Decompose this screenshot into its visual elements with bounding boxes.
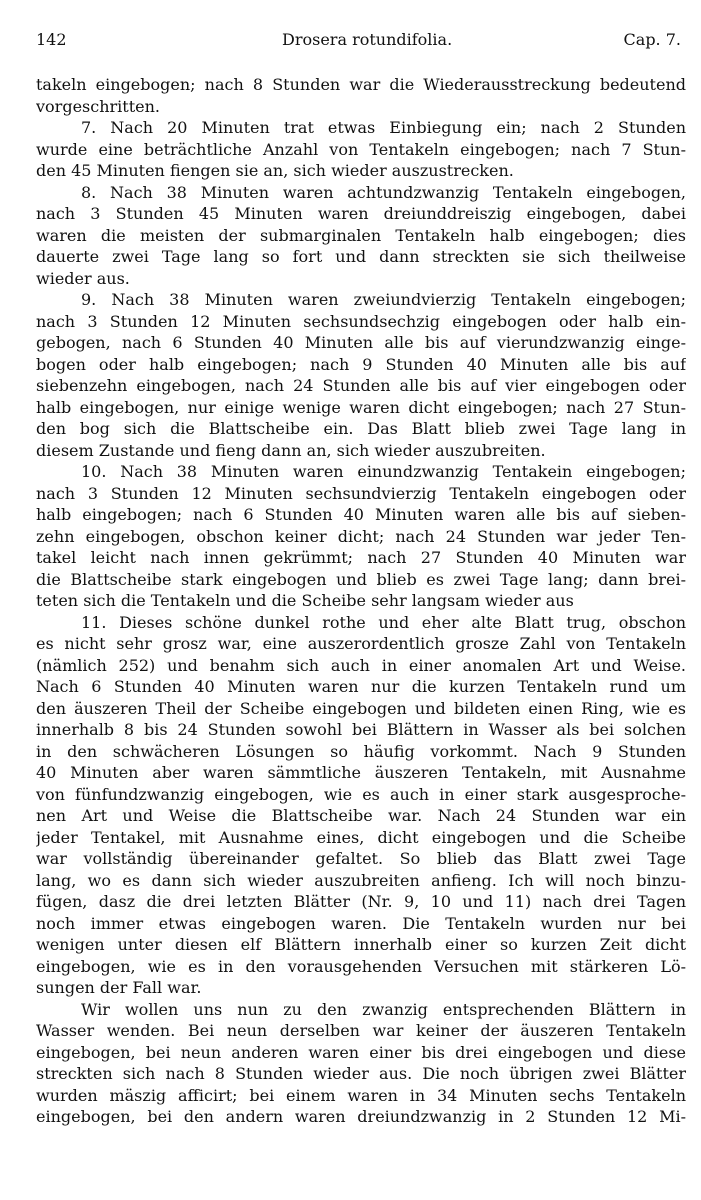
text-line: halb eingebogen; nach 6 Stunden 40 Minuten waren alle bis auf sieben-: [36, 505, 686, 524]
text-line: den äuszeren Theil der Scheibe eingebogen und bildeten einen Ring, wie es: [36, 698, 686, 718]
text-line: Nach 6 Stunden 40 Minuten waren nur die kurzen Tentakeln rund um: [36, 677, 686, 696]
text-line: siebenzehn eingebogen, nach 24 Stunden alle bis auf vier eingebogen oder: [36, 376, 686, 395]
text-line: in den schwächeren Lösungen so häufig vorkommt. Nach 9 Stunden: [36, 741, 686, 761]
text-line: eingebogen, bei neun anderen waren einer bis drei eingebogen und diese: [36, 1042, 686, 1062]
text-line: war vollständig übereinander gefaltet. So blieb das Blatt zwei Tage: [36, 849, 686, 868]
text-line: eingebogen, bei den andern waren dreiundzwanzig in 2 Stunden 12 Mi-: [36, 1107, 686, 1126]
text-line: 7. Nach 20 Minuten trat etwas Einbiegung ein; nach 2 Stunden: [81, 118, 686, 137]
text-line: nen Art und Weise die Blattscheibe war. Nach 24 Stunden war ein: [36, 806, 686, 825]
text-line: die Blattscheibe stark eingebogen und blieb es zwei Tage lang; dann brei-: [36, 569, 686, 589]
running-title: Drosera rotundifolia.: [282, 30, 453, 49]
chapter-label: Cap. 7.: [623, 30, 681, 49]
text-line: lang, wo es dann sich wieder auszubreiten anfieng. Ich will noch binzu-: [36, 870, 686, 890]
text-line: innerhalb 8 bis 24 Stunden sowohl bei Blättern in Wasser als bei solchen: [36, 720, 686, 739]
text-line: von fünfundzwanzig eingebogen, wie es auch in einer stark ausgesproche-: [36, 784, 686, 804]
text-line: Wasser wenden. Bei neun derselben war keiner der äuszeren Tentakeln: [36, 1021, 686, 1040]
body-text: [36, 74, 686, 1128]
text-line: nach 3 Stunden 12 Minuten sechsundvierzig Tentakeln eingebogen oder: [36, 483, 686, 503]
text-line: waren die meisten der submarginalen Tentakeln halb eingebogen; dies: [36, 225, 686, 245]
text-line: teten sich die Tentakeln und die Scheibe sehr langsam wieder aus: [36, 591, 574, 610]
text-line: nach 3 Stunden 12 Minuten sechsundsechzig eingebogen oder halb ein-: [36, 311, 686, 331]
text-line: jeder Tentakel, mit Ausnahme eines, dicht eingebogen und die Scheibe: [36, 827, 686, 847]
text-line: 8. Nach 38 Minuten waren achtundzwanzig Tentakeln eingebogen,: [81, 182, 686, 202]
text-line: streckten sich nach 8 Stunden wieder aus. Die noch übrigen zwei Blätter: [36, 1064, 686, 1083]
text-line: takeln eingebogen; nach 8 Stunden war die Wiederausstreckung bedeutend: [36, 75, 686, 94]
text-line: den 45 Minuten fiengen sie an, sich wieder auszustrecken.: [36, 161, 514, 180]
text-line: 40 Minuten aber waren sämmtliche äuszeren Tentakeln, mit Ausnahme: [36, 763, 686, 782]
text-line: 11. Dieses schöne dunkel rothe und eher alte Blatt trug, obschon: [81, 612, 686, 632]
text-line: (nämlich 252) und benahm sich auch in einer anomalen Art und Weise.: [36, 655, 686, 675]
text-line: vorgeschritten.: [36, 96, 160, 116]
text-line: Wir wollen uns nun zu den zwanzig entsprechenden Blättern in: [81, 999, 686, 1019]
text-line: takel leicht nach innen gekrümmt; nach 27 Stunden 40 Minuten war: [36, 548, 686, 567]
text-line: wurde eine beträchtliche Anzahl von Tentakeln eingebogen; nach 7 Stun-: [36, 139, 686, 159]
text-line: diesem Zustande und fieng dann an, sich wieder auszubreiten.: [36, 440, 546, 460]
text-line: eingebogen, wie es in den vorausgehenden Versuchen mit stärkeren Lö-: [36, 956, 686, 976]
text-line: wieder aus.: [36, 268, 130, 288]
text-line: wenigen unter diesen elf Blättern innerhalb einer so kurzen Zeit dicht: [36, 935, 686, 954]
text-line: 9. Nach 38 Minuten waren zweiundvierzig Tentakeln eingebogen;: [81, 290, 686, 309]
text-line: 10. Nach 38 Minuten waren einundzwanzig Tentakein eingebogen;: [81, 462, 686, 481]
text-line: dauerte zwei Tage lang so fort und dann streckten sie sich theilweise: [36, 247, 686, 266]
text-line: wurden mäszig afficirt; bei einem waren in 34 Minuten sechs Tentakeln: [36, 1085, 686, 1105]
text-line: noch immer etwas eingebogen waren. Die Tentakeln wurden nur bei: [36, 913, 686, 933]
text-line: nach 3 Stunden 45 Minuten waren dreiunddreiszig eingebogen, dabei: [36, 204, 686, 223]
text-line: den bog sich die Blattscheibe ein. Das Blatt blieb zwei Tage lang in: [36, 419, 686, 438]
page-header: [36, 30, 681, 54]
text-line: gebogen, nach 6 Stunden 40 Minuten alle bis auf vierundzwanzig einge-: [36, 333, 686, 352]
text-line: halb eingebogen, nur einige wenige waren dicht eingebogen; nach 27 Stun-: [36, 397, 686, 417]
text-line: zehn eingebogen, obschon keiner dicht; nach 24 Stunden war jeder Ten-: [36, 526, 686, 546]
text-line: sungen der Fall war.: [36, 978, 202, 997]
text-line: bogen oder halb eingebogen; nach 9 Stunden 40 Minuten alle bis auf: [36, 354, 686, 374]
text-line: fügen, dasz die drei letzten Blätter (Nr. 9, 10 und 11) nach drei Tagen: [36, 892, 686, 911]
page-number: 142: [36, 30, 67, 49]
text-line: es nicht sehr grosz war, eine auszerordentlich grosze Zahl von Tentakeln: [36, 634, 686, 653]
